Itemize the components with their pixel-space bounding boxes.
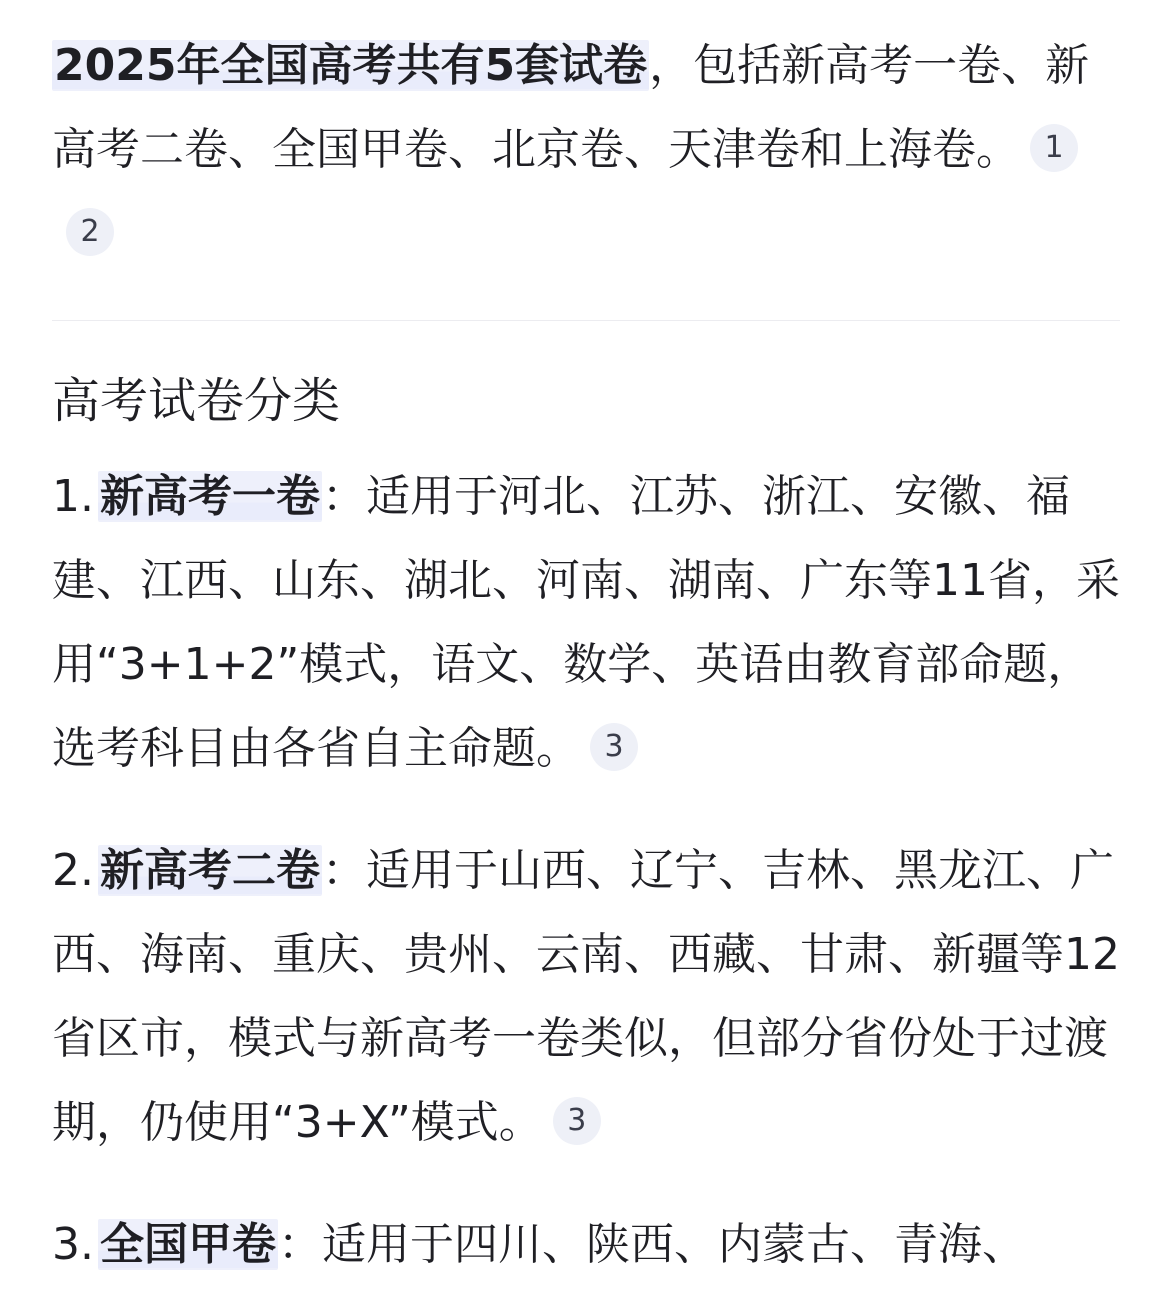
divider [52, 320, 1120, 321]
intro-highlight: 2025年全国高考共有5套试卷 [54, 40, 648, 91]
item-name: 新高考二卷 [99, 845, 320, 896]
intro-text: ，包括新高考一卷、新高考二卷、全国甲卷、北京卷、天津卷和上海卷。 [52, 40, 1090, 175]
item-name: 全国甲卷 [99, 1219, 276, 1270]
citation-badge[interactable]: 1 [1030, 124, 1078, 172]
item-number: 1. [52, 471, 94, 522]
item-text: 适用于山西、辽宁、吉林、黑龙江、广西、海南、重庆、贵州、云南、西藏、甘肃、新疆等12省区市，模式与新高考一卷类似，但部分省份处于过渡期，仍使用“3+X”模式。 [52, 845, 1120, 1148]
citation-badge[interactable]: 2 [66, 208, 114, 256]
item-text: 适用于河北、江苏、浙江、安徽、福建、江西、山东、湖北、河南、湖南、广东等11省，采用“3+1+2”模式，语文、数学、英语由教育部命题，选考科目由各省自主命题。 [52, 471, 1120, 774]
citation-badge[interactable]: 3 [590, 723, 638, 771]
item-number: 2. [52, 845, 94, 896]
section-title: 高考试卷分类 [52, 373, 341, 429]
item-colon: ： [277, 1219, 322, 1270]
citation-badge[interactable]: 3 [553, 1097, 601, 1145]
list-item [52, 1203, 1124, 1287]
item-number: 3. [52, 1219, 94, 1270]
item-colon: ： [321, 471, 366, 522]
item-colon: ： [321, 845, 366, 896]
item-text: 适用于四川、陕西、内蒙古、青海、 [321, 1219, 1026, 1270]
list-item [52, 455, 1124, 791]
answer-content [52, 0, 1124, 1308]
list-item [52, 829, 1124, 1165]
item-name: 新高考一卷 [99, 471, 320, 522]
intro-paragraph [52, 24, 1124, 276]
